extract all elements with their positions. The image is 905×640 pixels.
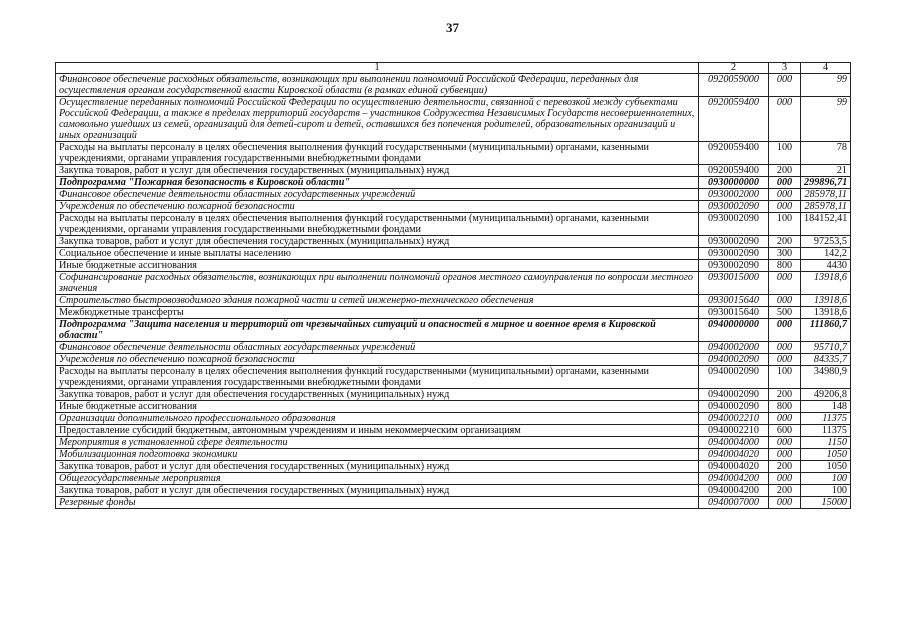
row-kind: 200 [769, 165, 801, 177]
row-sum: 184152,41 [801, 213, 851, 236]
row-name: Закупка товаров, работ и услуг для обеспечения государственных (муниципальных) нужд [56, 165, 699, 177]
row-kind: 100 [769, 142, 801, 165]
row-kind: 200 [769, 236, 801, 248]
row-name: Иные бюджетные ассигнования [56, 401, 699, 413]
table-row [56, 389, 851, 401]
row-code: 0940002210 [699, 425, 769, 437]
row-code: 0940002090 [699, 354, 769, 366]
row-name: Организации дополнительного профессионального образования [56, 413, 699, 425]
row-code: 0930002090 [699, 201, 769, 213]
table-header-row [56, 63, 851, 74]
row-sum: 100 [801, 485, 851, 497]
row-code: 0940004000 [699, 437, 769, 449]
row-name: Подпрограмма "Пожарная безопасность в Кировской области" [56, 177, 699, 189]
table-row [56, 236, 851, 248]
row-name: Социальное обеспечение и иные выплаты населению [56, 248, 699, 260]
row-code: 0940002090 [699, 401, 769, 413]
table-row [56, 342, 851, 354]
row-code: 0930002090 [699, 236, 769, 248]
row-code: 0940004020 [699, 461, 769, 473]
row-kind: 000 [769, 497, 801, 509]
table-row [56, 295, 851, 307]
row-kind: 000 [769, 342, 801, 354]
row-code: 0930002090 [699, 260, 769, 272]
row-code: 0940002090 [699, 366, 769, 389]
row-code: 0940000000 [699, 319, 769, 342]
row-kind: 000 [769, 177, 801, 189]
row-name: Строительство быстровозводимого здания пожарной части и сетей инженерно-технического обеспечения [56, 295, 699, 307]
row-kind: 300 [769, 248, 801, 260]
row-kind: 000 [769, 201, 801, 213]
table-row [56, 354, 851, 366]
budget-table [55, 62, 851, 509]
row-name: Закупка товаров, работ и услуг для обеспечения государственных (муниципальных) нужд [56, 461, 699, 473]
row-name: Межбюджетные трансферты [56, 307, 699, 319]
row-kind: 600 [769, 425, 801, 437]
row-sum: 142,2 [801, 248, 851, 260]
table-row [56, 473, 851, 485]
row-name: Финансовое обеспечение деятельности областных государственных учреждений [56, 189, 699, 201]
row-kind: 000 [769, 354, 801, 366]
row-kind: 000 [769, 295, 801, 307]
row-code: 0930002090 [699, 213, 769, 236]
row-sum: 285978,11 [801, 189, 851, 201]
table-row [56, 461, 851, 473]
table-row [56, 142, 851, 165]
table-row [56, 485, 851, 497]
row-kind: 100 [769, 213, 801, 236]
row-sum: 1050 [801, 461, 851, 473]
row-name: Подпрограмма "Защита населения и территорий от чрезвычайных ситуаций и опасностей в мирное и военное время в Кировской области" [56, 319, 699, 342]
table-body [56, 74, 851, 509]
row-code: 0930002090 [699, 248, 769, 260]
row-code: 0940004200 [699, 485, 769, 497]
row-kind: 200 [769, 461, 801, 473]
row-sum: 100 [801, 473, 851, 485]
row-name: Предоставление субсидий бюджетным, автономным учреждениям и иным некоммерческим организациям [56, 425, 699, 437]
table-row [56, 307, 851, 319]
row-sum: 21 [801, 165, 851, 177]
row-code: 0940002210 [699, 413, 769, 425]
row-sum: 84335,7 [801, 354, 851, 366]
row-code: 0940002090 [699, 389, 769, 401]
row-sum: 11375 [801, 425, 851, 437]
row-kind: 000 [769, 319, 801, 342]
row-sum: 15000 [801, 497, 851, 509]
header-col-4: 4 [801, 63, 851, 74]
table-row [56, 177, 851, 189]
row-name: Учреждения по обеспечению пожарной безопасности [56, 201, 699, 213]
row-sum: 4430 [801, 260, 851, 272]
row-kind: 200 [769, 485, 801, 497]
row-sum: 299896,71 [801, 177, 851, 189]
row-code: 0930000000 [699, 177, 769, 189]
row-name: Иные бюджетные ассигнования [56, 260, 699, 272]
row-name: Закупка товаров, работ и услуг для обеспечения государственных (муниципальных) нужд [56, 236, 699, 248]
row-name: Общегосударственные мероприятия [56, 473, 699, 485]
row-name: Финансовое обеспечение расходных обязательств, возникающих при выполнении полномочий Российской Федерации, переданных для осуществления органам государственной власти Кировской области (в рамках единой субвенции) [56, 74, 699, 97]
row-kind: 800 [769, 260, 801, 272]
row-name: Резервные фонды [56, 497, 699, 509]
table-row [56, 189, 851, 201]
row-code: 0920059400 [699, 97, 769, 142]
row-name: Расходы на выплаты персоналу в целях обеспечения выполнения функций государственными (муниципальными) органами, казенными учреждениями, органами управления государственными внебюджетными фондами [56, 213, 699, 236]
table-row [56, 201, 851, 213]
row-name: Мобилизационная подготовка экономики [56, 449, 699, 461]
row-name: Учреждения по обеспечению пожарной безопасности [56, 354, 699, 366]
row-code: 0920059000 [699, 74, 769, 97]
row-code: 0930015640 [699, 295, 769, 307]
table-row [56, 437, 851, 449]
row-code: 0940004020 [699, 449, 769, 461]
row-name: Финансовое обеспечение деятельности областных государственных учреждений [56, 342, 699, 354]
table-row [56, 401, 851, 413]
header-col-1: 1 [56, 63, 699, 74]
row-name: Мероприятия в установленной сфере деятельности [56, 437, 699, 449]
row-sum: 99 [801, 97, 851, 142]
row-sum: 49206,8 [801, 389, 851, 401]
table-row [56, 366, 851, 389]
header-col-3: 3 [769, 63, 801, 74]
row-kind: 200 [769, 389, 801, 401]
row-sum: 13918,6 [801, 295, 851, 307]
row-name: Софинансирование расходных обязательств, возникающих при выполнении полномочий органов местного самоуправления по вопросам местного значения [56, 272, 699, 295]
row-name: Закупка товаров, работ и услуг для обеспечения государственных (муниципальных) нужд [56, 485, 699, 497]
row-kind: 000 [769, 272, 801, 295]
row-code: 0940002000 [699, 342, 769, 354]
row-kind: 000 [769, 449, 801, 461]
table-row [56, 319, 851, 342]
row-sum: 148 [801, 401, 851, 413]
table-row [56, 260, 851, 272]
table-row [56, 497, 851, 509]
row-kind: 000 [769, 189, 801, 201]
row-sum: 78 [801, 142, 851, 165]
row-code: 0930015000 [699, 272, 769, 295]
row-kind: 800 [769, 401, 801, 413]
row-code: 0920059400 [699, 142, 769, 165]
table-row [56, 425, 851, 437]
row-kind: 000 [769, 437, 801, 449]
row-name: Осуществление переданных полномочий Российской Федерации по осуществлению деятельности, связанной с перевозкой между субъектами Российской Федерации, а также в пределах территорий государств – участников Содружества Независимых Государств несовершеннолетних, самовольно ушедших из семей, организаций для детей-сирот и детей, оставшихся без попечения родителей, образовательных организаций и иных организаций [56, 97, 699, 142]
row-kind: 000 [769, 74, 801, 97]
row-kind: 100 [769, 366, 801, 389]
row-kind: 000 [769, 473, 801, 485]
row-kind: 000 [769, 97, 801, 142]
row-sum: 34980,9 [801, 366, 851, 389]
row-name: Расходы на выплаты персоналу в целях обеспечения выполнения функций государственными (муниципальными) органами, казенными учреждениями, органами управления государственными внебюджетными фондами [56, 366, 699, 389]
row-sum: 285978,11 [801, 201, 851, 213]
header-col-2: 2 [699, 63, 769, 74]
table-row [56, 413, 851, 425]
table-row [56, 449, 851, 461]
page-number: 37 [446, 20, 459, 35]
row-code: 0930002000 [699, 189, 769, 201]
row-sum: 111860,7 [801, 319, 851, 342]
row-kind: 000 [769, 413, 801, 425]
table-row [56, 213, 851, 236]
row-sum: 1150 [801, 437, 851, 449]
row-sum: 1050 [801, 449, 851, 461]
row-sum: 13918,6 [801, 307, 851, 319]
table-row [56, 165, 851, 177]
table-row [56, 272, 851, 295]
row-code: 0940007000 [699, 497, 769, 509]
row-sum: 99 [801, 74, 851, 97]
table-row [56, 248, 851, 260]
row-kind: 500 [769, 307, 801, 319]
row-code: 0930015640 [699, 307, 769, 319]
row-sum: 95710,7 [801, 342, 851, 354]
row-code: 0920059400 [699, 165, 769, 177]
row-sum: 13918,6 [801, 272, 851, 295]
row-sum: 11375 [801, 413, 851, 425]
row-sum: 97253,5 [801, 236, 851, 248]
table-row [56, 74, 851, 97]
row-code: 0940004200 [699, 473, 769, 485]
table-row [56, 97, 851, 142]
row-name: Закупка товаров, работ и услуг для обеспечения государственных (муниципальных) нужд [56, 389, 699, 401]
row-name: Расходы на выплаты персоналу в целях обеспечения выполнения функций государственными (муниципальными) органами, казенными учреждениями, органами управления государственными внебюджетными фондами [56, 142, 699, 165]
